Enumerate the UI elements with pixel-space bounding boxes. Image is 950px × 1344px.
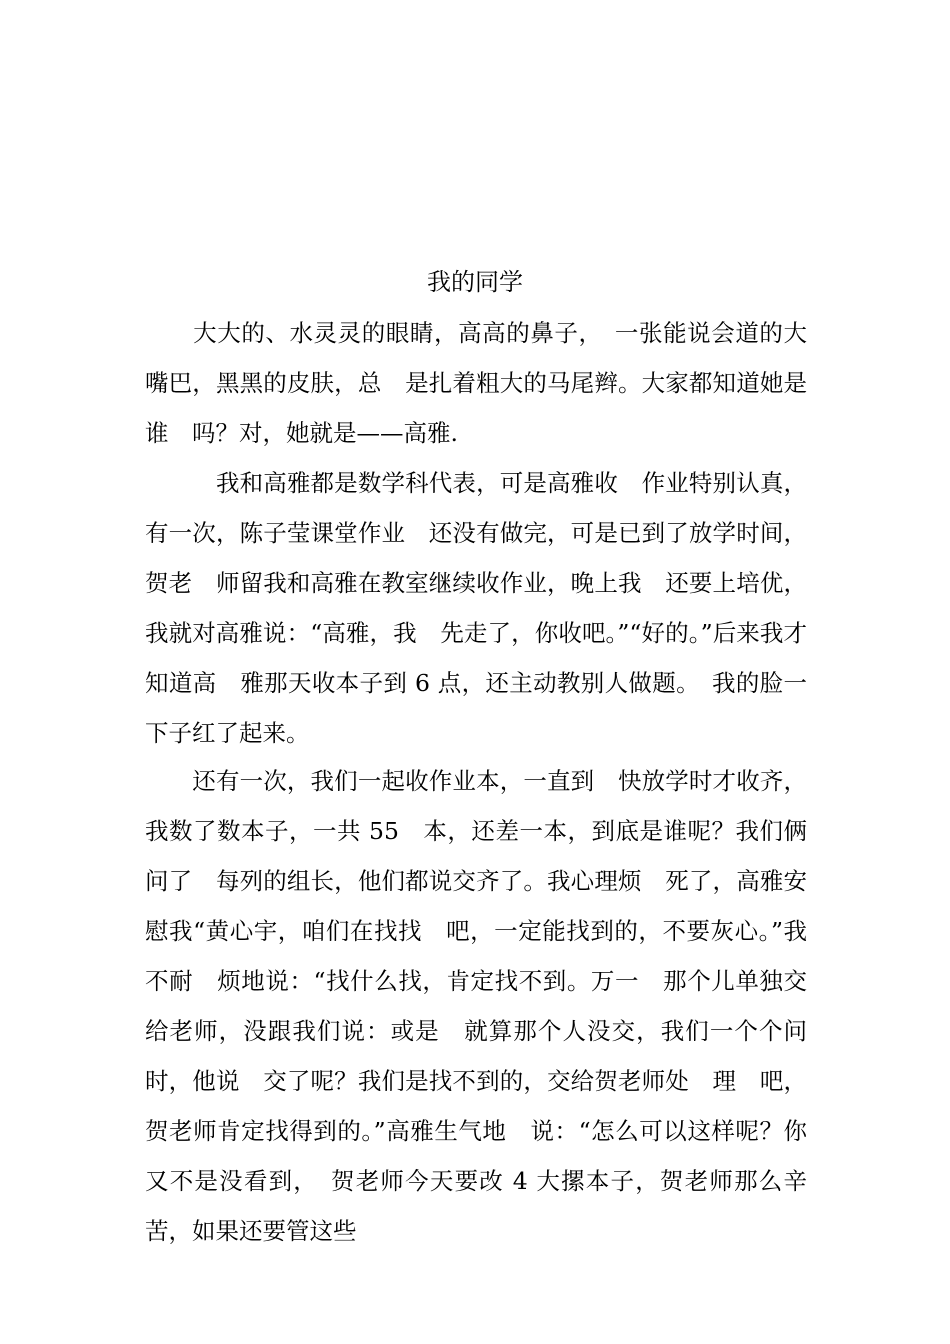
paragraph-3: 还有一次，我们一起收作业本，一直到 快放学时才收齐，我数了数本子，一共 55 本，还差一本，到底是谁呢？我们俩问了 每列的组长，他们都说交齐了。我心理烦 死了，高雅安慰我“黄心宇，咱们在找找 吧，一定能找到的，不要灰心。”我不耐 烦地说：“找什么找，肯定找不到。万一 那个儿单独交给老师，没跟我们说：或是 就算那个人没交，我们一个个问时，他说 交了呢？我们是找不到的，交给贺老师处 理 吧，贺老师肯定找得到的。”高雅生气地 说：“怎么可以这样呢？你又不是没看到， 贺老师今天要改 4 大摞本子，贺老师那么辛 苦，如果还要管这些: [145, 767, 831, 1245]
paragraph-1: 大大的、水灵灵的眼睛，高高的鼻子， 一张能说会道的大嘴巴，黑黑的皮肤，总 是扎着粗大的马尾辫。大家都知道她是谁 吗？对，她就是——高雅.: [145, 319, 807, 447]
document-title: 我的同学: [427, 268, 523, 296]
paragraph-2: 我和高雅都是数学科代表，可是高雅收 作业特别认真，有一次，陈子莹课堂作业 还没有做完，可是已到了放学时间，贺老 师留我和高雅在教室继续收作业，晚上我 还要上培优，我就对高雅说：“高雅，我 先走了，你收吧。”“好的。”后来我才 知道高 雅那天收本子到 6 点，还主动教别人做题。 我的脸一下子红了起来。: [145, 469, 831, 747]
